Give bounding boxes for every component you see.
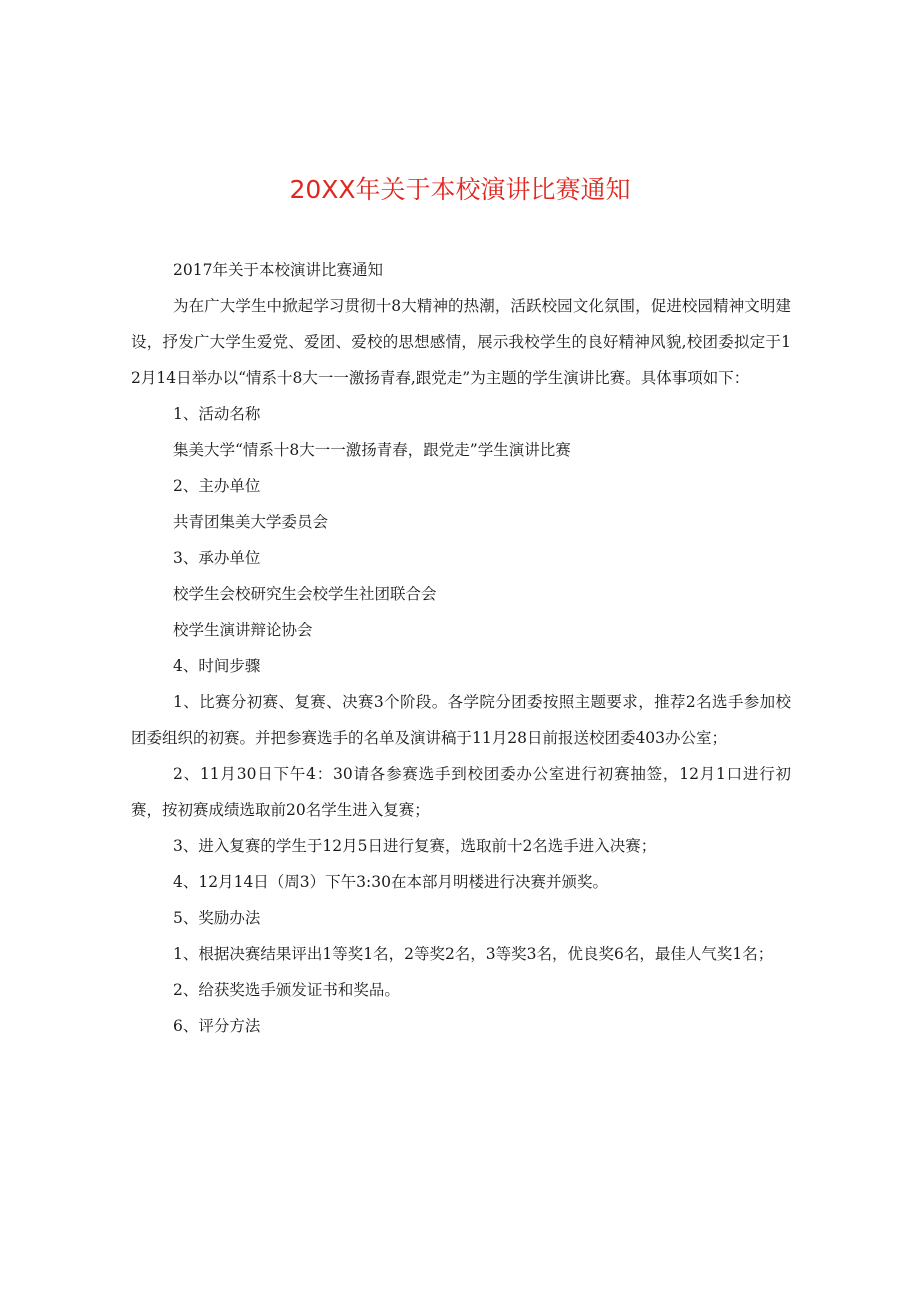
schedule-item-4: 4、12月14日（周3）下午3:30在本部月明楼进行决赛并颁奖。 (173, 873, 608, 891)
section-heading-awards: 5、奖励办法 (173, 909, 261, 927)
awards-item-2: 2、给获奖选手颁发证书和奖品。 (173, 981, 400, 999)
section-heading-schedule: 4、时间步骤 (173, 657, 261, 675)
organizer-text: 共青团集美大学委员会 (173, 513, 329, 531)
section-heading-co-organizer: 3、承办单位 (173, 549, 261, 567)
document-title: 20XX年关于本校演讲比赛通知 (289, 175, 631, 204)
section-heading-organizer: 2、主办单位 (173, 477, 261, 495)
co-organizer-text-1: 校学生会校研究生会校学生社团联合会 (173, 585, 437, 603)
subtitle-line: 2017年关于本校演讲比赛通知 (173, 261, 383, 279)
schedule-item-1: 1、比赛分初赛、复赛、决赛3个阶段。各学院分团委按照主题要求，推荐2名选手参加校团委组织的初赛。并把参赛选手的名单及演讲稿于11月28日前报送校团委403办公室； (131, 693, 791, 747)
section-heading-activity-name: 1、活动名称 (173, 405, 261, 423)
document-body (131, 252, 791, 1044)
schedule-item-2: 2、11月30日下午4：30请各参赛选手到校团委办公室进行初赛抽签，12月1口进行初赛，按初赛成绩选取前20名学生进入复赛； (131, 765, 791, 819)
awards-item-1: 1、根据决赛结果评出1等奖1名，2等奖2名，3等奖3名，优良奖6名，最佳人气奖1名； (173, 945, 774, 963)
intro-paragraph: 为在广大学生中掀起学习贯彻十8大精神的热潮，活跃校园文化氛围，促进校园精神文明建设，抒发广大学生爱党、爱团、爱校的思想感情，展示我校学生的良好精神风貌,校团委拟定于12月14日举办以“情系十8大一一激扬青春,跟党走”为主题的学生演讲比赛。具体事项如下： (131, 297, 791, 387)
section-heading-scoring: 6、评分方法 (173, 1017, 261, 1035)
activity-name-text: 集美大学“情系十8大一一激扬青春，跟党走”学生演讲比赛 (173, 441, 571, 459)
schedule-item-3: 3、进入复赛的学生于12月5日进行复赛，选取前十2名选手进入决赛； (173, 837, 657, 855)
co-organizer-text-2: 校学生演讲辩论协会 (173, 621, 313, 639)
